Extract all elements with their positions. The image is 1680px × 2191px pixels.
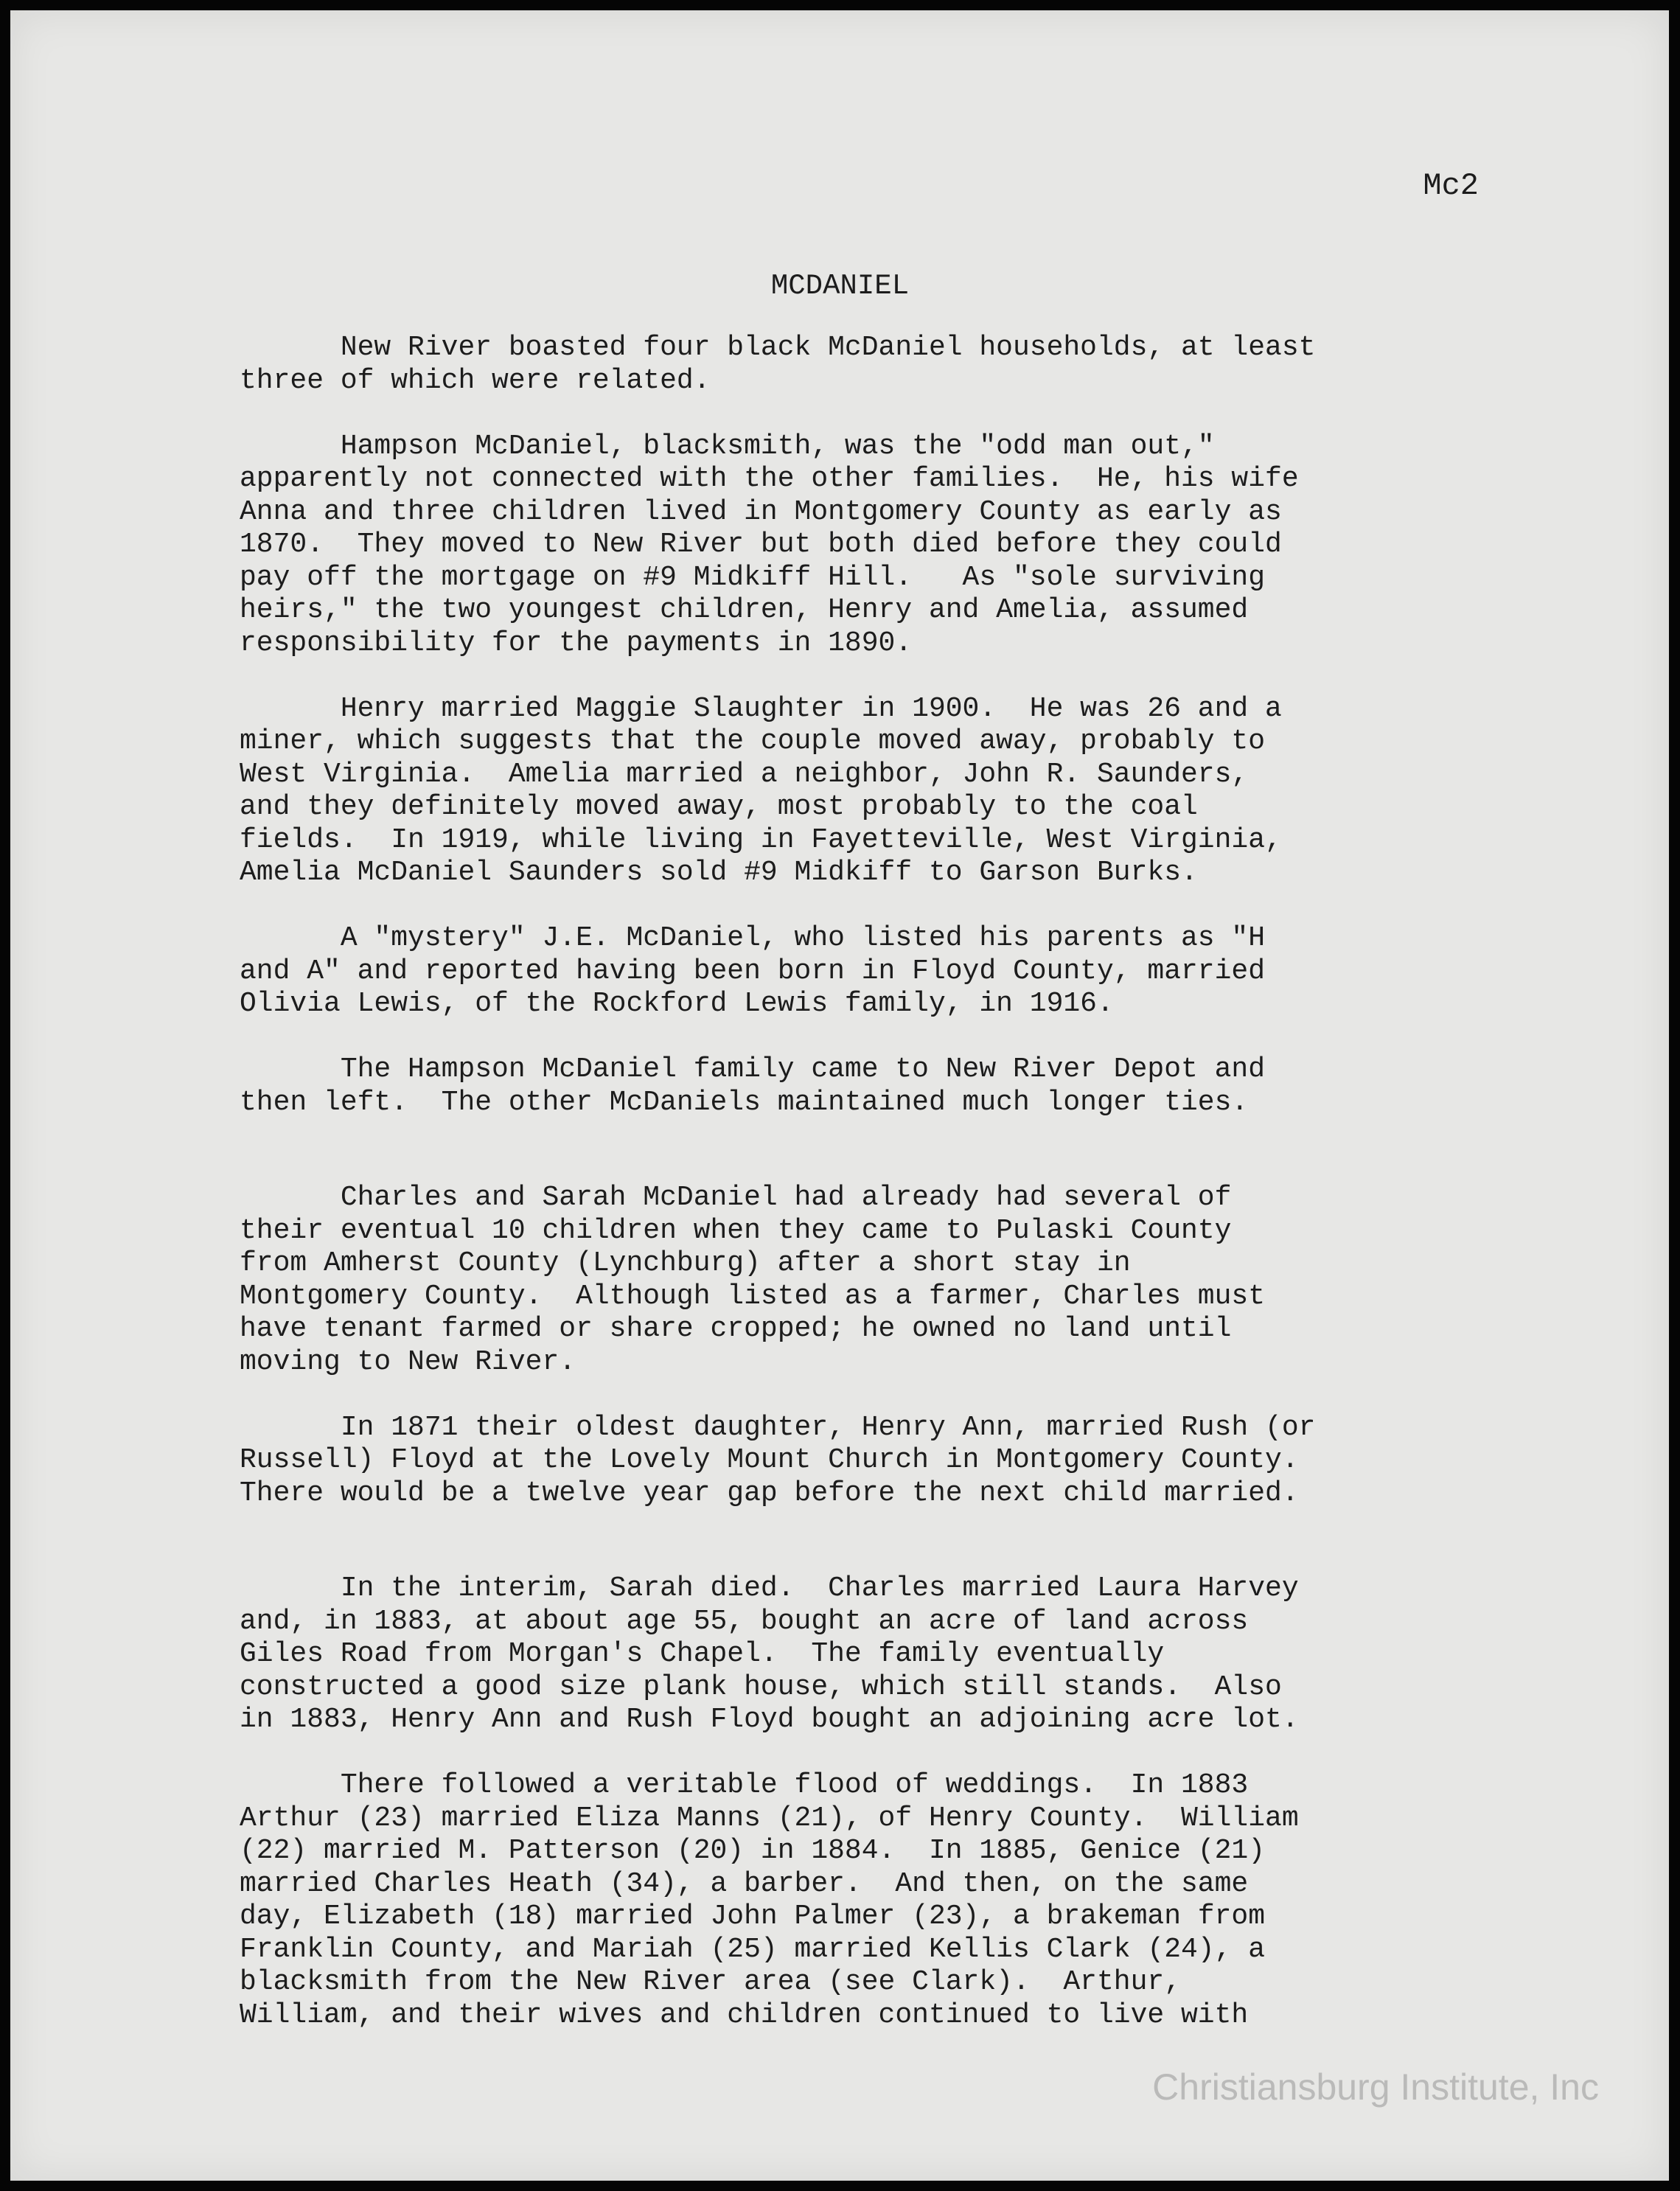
paragraph: The Hampson McDaniel family came to New River Depot and then left. The other McDaniels maintained much longer ties. xyxy=(240,1053,1266,1118)
paragraph: In 1871 their oldest daughter, Henry Ann, married Rush (or Russell) Floyd at the Lovely Mount Church in Montgomery County. There would be a twelve year gap before the next child married. xyxy=(240,1411,1316,1509)
paragraph: A "mystery" J.E. McDaniel, who listed his parents as "H and A" and reported having been born in Floyd County, married Olivia Lewis, of the Rockford Lewis family, in 1916. xyxy=(240,922,1266,1020)
document-title: MCDANIEL xyxy=(770,270,910,302)
document-body xyxy=(240,332,1493,2032)
page-identifier: Mc2 xyxy=(1423,168,1479,203)
paragraph: Hampson McDaniel, blacksmith, was the "odd man out," apparently not connected with the other families. He, his wife Anna and three children lived in Montgomery County as early as 1870. They moved to New River but both died before they could pay off the mortgage on #9 Midkiff Hill. As "sole surviving heirs," the two youngest children, Henry and Amelia, assumed responsibility for the payments in 1890. xyxy=(240,430,1299,659)
paragraph: Henry married Maggie Slaughter in 1900. He was 26 and a miner, which suggests that the couple moved away, probably to West Virginia. Amelia married a neighbor, John R. Saunders, and they definitely moved away, most probably to the coal fields. In 1919, while living in Fayetteville, West Virginia, Amelia McDaniel Saunders sold #9 Midkiff to Garson Burks. xyxy=(240,692,1282,888)
paragraph: In the interim, Sarah died. Charles married Laura Harvey and, in 1883, at about age 55, bought an acre of land across Giles Road from Morgan's Chapel. The family eventually constructed a good size plank house, which still stands. Also in 1883, Henry Ann and Rush Floyd bought an adjoining acre lot. xyxy=(240,1572,1299,1735)
watermark: Christiansburg Institute, Inc xyxy=(1152,2066,1599,2108)
paragraph: Charles and Sarah McDaniel had already had several of their eventual 10 children when they came to Pulaski County from Amherst County (Lynchburg) after a short stay in Montgomery County. Although listed as a farmer, Charles must have tenant farmed or share cropped; he owned no land until moving to New River. xyxy=(240,1182,1266,1378)
paragraph: There followed a veritable flood of weddings. In 1883 Arthur (23) married Eliza Manns (21), of Henry County. William (22) married M. Patterson (20) in 1884. In 1885, Genice (21) married Charles Heath (34), a barber. And then, on the same day, Elizabeth (18) married John Palmer (23), a brakeman from Franklin County, and Mariah (25) married Kellis Clark (24), a blacksmith from the New River area (see Clark). Arthur, William, and their wives and children continued to live with xyxy=(240,1769,1299,2031)
paragraph: New River boasted four black McDaniel households, at least three of which were related. xyxy=(240,332,1316,397)
